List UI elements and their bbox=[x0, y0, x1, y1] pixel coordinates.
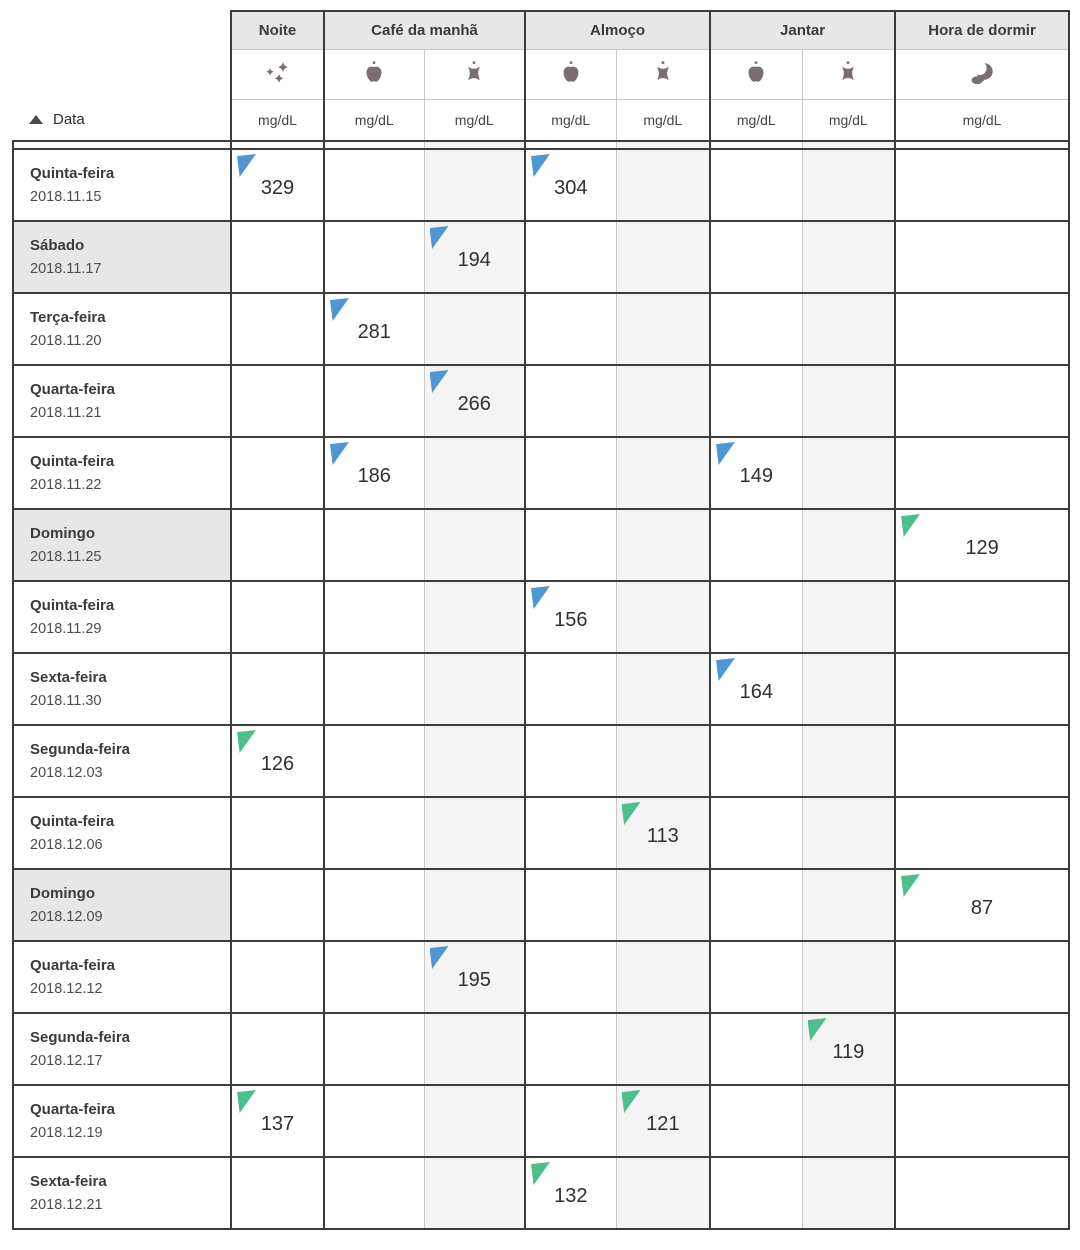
empty-cell bbox=[802, 797, 895, 869]
group-header-almoco: Almoço bbox=[525, 11, 710, 49]
empty-cell bbox=[324, 869, 424, 941]
sparkles-icon bbox=[231, 49, 324, 99]
empty-cell bbox=[616, 1013, 710, 1085]
empty-cell bbox=[324, 653, 424, 725]
date-cell bbox=[13, 149, 231, 221]
empty-cell bbox=[710, 293, 802, 365]
apple-core-icon bbox=[424, 49, 525, 99]
empty-cell bbox=[616, 725, 710, 797]
date-cell bbox=[13, 437, 231, 509]
day-label: Terça-feira bbox=[30, 309, 106, 326]
empty-cell bbox=[802, 581, 895, 653]
date-sort-header[interactable] bbox=[13, 99, 231, 141]
icon-header-row bbox=[13, 49, 1069, 99]
date-label: 2018.11.17 bbox=[30, 261, 102, 277]
date-cell bbox=[13, 293, 231, 365]
spacer-cell bbox=[525, 141, 616, 149]
empty-cell bbox=[525, 1085, 616, 1157]
empty-cell bbox=[802, 509, 895, 581]
day-label: Quarta-feira bbox=[30, 1101, 116, 1118]
glucose-cell[interactable] bbox=[231, 725, 324, 797]
date-cell bbox=[13, 725, 231, 797]
day-label: Quinta-feira bbox=[30, 813, 115, 830]
empty-cell bbox=[525, 293, 616, 365]
glucose-cell[interactable] bbox=[895, 869, 1069, 941]
empty-cell bbox=[802, 1157, 895, 1229]
moon-cloud-icon bbox=[895, 49, 1069, 99]
table-row bbox=[13, 725, 1069, 797]
empty-cell bbox=[231, 797, 324, 869]
empty-cell bbox=[710, 1013, 802, 1085]
day-label: Sexta-feira bbox=[30, 1173, 107, 1190]
date-label: 2018.12.19 bbox=[30, 1125, 103, 1141]
apple-core-icon bbox=[616, 49, 710, 99]
empty-cell bbox=[525, 797, 616, 869]
date-cell bbox=[13, 365, 231, 437]
marker-flag-icon bbox=[622, 1090, 641, 1113]
glucose-value: 164 bbox=[739, 680, 773, 703]
empty-cell bbox=[895, 797, 1069, 869]
empty-cell bbox=[424, 1013, 525, 1085]
empty-cell bbox=[895, 149, 1069, 221]
glucose-cell[interactable] bbox=[616, 797, 710, 869]
day-label: Quinta-feira bbox=[30, 453, 115, 470]
date-cell bbox=[13, 581, 231, 653]
date-header-label: Data bbox=[53, 111, 85, 128]
table-row bbox=[13, 941, 1069, 1013]
header-corner bbox=[13, 49, 231, 99]
empty-cell bbox=[231, 869, 324, 941]
glucose-cell[interactable] bbox=[525, 581, 616, 653]
glucose-cell[interactable] bbox=[895, 509, 1069, 581]
glucose-cell[interactable] bbox=[525, 1157, 616, 1229]
glucose-cell[interactable] bbox=[324, 293, 424, 365]
empty-cell bbox=[525, 221, 616, 293]
day-label: Sexta-feira bbox=[30, 669, 107, 686]
empty-cell bbox=[710, 581, 802, 653]
empty-cell bbox=[616, 581, 710, 653]
table-row bbox=[13, 509, 1069, 581]
empty-cell bbox=[324, 1085, 424, 1157]
day-label: Quinta-feira bbox=[30, 597, 115, 614]
empty-cell bbox=[324, 1013, 424, 1085]
glucose-cell[interactable] bbox=[616, 1085, 710, 1157]
unit-label: mg/dL bbox=[231, 99, 324, 141]
empty-cell bbox=[895, 437, 1069, 509]
date-label: 2018.12.17 bbox=[30, 1053, 103, 1069]
date-cell bbox=[13, 869, 231, 941]
glucose-value: 137 bbox=[260, 1112, 295, 1135]
empty-cell bbox=[802, 1085, 895, 1157]
empty-cell bbox=[424, 869, 525, 941]
table-row bbox=[13, 221, 1069, 293]
glucose-value: 129 bbox=[965, 536, 999, 559]
day-label: Quarta-feira bbox=[30, 381, 116, 398]
empty-cell bbox=[231, 365, 324, 437]
empty-cell bbox=[616, 941, 710, 1013]
table-row bbox=[13, 1013, 1069, 1085]
empty-cell bbox=[424, 725, 525, 797]
empty-cell bbox=[802, 365, 895, 437]
table-row bbox=[13, 149, 1069, 221]
diary-body bbox=[13, 149, 1069, 1229]
empty-cell bbox=[525, 941, 616, 1013]
date-label: 2018.11.21 bbox=[30, 405, 102, 421]
empty-cell bbox=[324, 797, 424, 869]
glucose-value: 149 bbox=[739, 464, 773, 487]
marker-flag-icon bbox=[531, 154, 550, 177]
marker-flag-icon bbox=[430, 946, 449, 969]
glucose-value: 304 bbox=[554, 176, 588, 199]
spacer-cell bbox=[231, 141, 324, 149]
marker-flag-icon bbox=[901, 514, 920, 537]
glucose-value: 87 bbox=[970, 896, 994, 919]
empty-cell bbox=[231, 1157, 324, 1229]
empty-cell bbox=[802, 941, 895, 1013]
table-row bbox=[13, 653, 1069, 725]
glucose-value: 132 bbox=[554, 1184, 588, 1207]
empty-cell bbox=[616, 1157, 710, 1229]
empty-cell bbox=[802, 293, 895, 365]
day-label: Quinta-feira bbox=[30, 165, 115, 182]
table-row bbox=[13, 365, 1069, 437]
day-label: Domingo bbox=[30, 885, 95, 902]
day-label: Segunda-feira bbox=[30, 1029, 131, 1046]
date-cell bbox=[13, 1157, 231, 1229]
date-cell bbox=[13, 1085, 231, 1157]
glucose-value: 194 bbox=[457, 248, 491, 271]
glucose-cell[interactable] bbox=[424, 365, 525, 437]
date-label: 2018.12.21 bbox=[30, 1197, 103, 1213]
table-row bbox=[13, 437, 1069, 509]
empty-cell bbox=[324, 1157, 424, 1229]
date-cell bbox=[13, 797, 231, 869]
unit-label: mg/dL bbox=[324, 99, 424, 141]
glucose-cell[interactable] bbox=[710, 653, 802, 725]
glucose-value: 156 bbox=[554, 608, 588, 631]
empty-cell bbox=[802, 437, 895, 509]
empty-cell bbox=[710, 797, 802, 869]
empty-cell bbox=[424, 581, 525, 653]
empty-cell bbox=[324, 365, 424, 437]
empty-cell bbox=[895, 221, 1069, 293]
date-cell bbox=[13, 1013, 231, 1085]
group-header-noite: Noite bbox=[231, 11, 324, 49]
unit-label: mg/dL bbox=[710, 99, 802, 141]
date-label: 2018.12.09 bbox=[30, 909, 103, 925]
empty-cell bbox=[802, 221, 895, 293]
empty-cell bbox=[424, 149, 525, 221]
empty-cell bbox=[424, 1157, 525, 1229]
date-label: 2018.12.12 bbox=[30, 981, 103, 997]
empty-cell bbox=[710, 1157, 802, 1229]
empty-cell bbox=[424, 509, 525, 581]
spacer-cell bbox=[13, 141, 231, 149]
spacer-cell bbox=[616, 141, 710, 149]
glucose-cell[interactable] bbox=[324, 437, 424, 509]
empty-cell bbox=[710, 941, 802, 1013]
empty-cell bbox=[802, 149, 895, 221]
empty-cell bbox=[231, 653, 324, 725]
date-label: 2018.11.22 bbox=[30, 477, 102, 493]
empty-cell bbox=[616, 653, 710, 725]
empty-cell bbox=[424, 437, 525, 509]
glucose-value: 126 bbox=[260, 752, 295, 775]
marker-flag-icon bbox=[330, 442, 349, 465]
empty-cell bbox=[525, 653, 616, 725]
empty-cell bbox=[231, 581, 324, 653]
empty-cell bbox=[616, 149, 710, 221]
empty-cell bbox=[231, 293, 324, 365]
date-cell bbox=[13, 509, 231, 581]
glucose-cell[interactable] bbox=[802, 1013, 895, 1085]
empty-cell bbox=[231, 1013, 324, 1085]
apple-icon bbox=[710, 49, 802, 99]
table-row bbox=[13, 293, 1069, 365]
empty-cell bbox=[895, 1013, 1069, 1085]
empty-cell bbox=[802, 653, 895, 725]
unit-label: mg/dL bbox=[525, 99, 616, 141]
empty-cell bbox=[324, 941, 424, 1013]
marker-flag-icon bbox=[531, 586, 550, 609]
spacer-cell bbox=[802, 141, 895, 149]
empty-cell bbox=[525, 869, 616, 941]
glucose-cell[interactable] bbox=[525, 149, 616, 221]
glucose-diary-table bbox=[12, 10, 1070, 1230]
date-label: 2018.12.03 bbox=[30, 765, 103, 781]
empty-cell bbox=[710, 869, 802, 941]
marker-flag-icon bbox=[531, 1162, 550, 1185]
marker-flag-icon bbox=[716, 658, 735, 681]
table-row bbox=[13, 1085, 1069, 1157]
group-header-cafe: Café da manhã bbox=[324, 11, 525, 49]
glucose-value: 121 bbox=[646, 1112, 680, 1135]
empty-cell bbox=[895, 365, 1069, 437]
marker-flag-icon bbox=[808, 1018, 827, 1041]
glucose-cell[interactable] bbox=[231, 1085, 324, 1157]
group-header-bedtime: Hora de dormir bbox=[895, 11, 1069, 49]
empty-cell bbox=[525, 365, 616, 437]
empty-cell bbox=[231, 221, 324, 293]
empty-cell bbox=[895, 653, 1069, 725]
empty-cell bbox=[895, 1157, 1069, 1229]
table-row bbox=[13, 869, 1069, 941]
apple-icon bbox=[525, 49, 616, 99]
empty-cell bbox=[525, 509, 616, 581]
empty-cell bbox=[616, 869, 710, 941]
day-label: Segunda-feira bbox=[30, 741, 131, 758]
empty-cell bbox=[710, 221, 802, 293]
empty-cell bbox=[616, 293, 710, 365]
table-row bbox=[13, 581, 1069, 653]
empty-cell bbox=[231, 437, 324, 509]
apple-core-icon bbox=[802, 49, 895, 99]
empty-cell bbox=[324, 581, 424, 653]
glucose-cell[interactable] bbox=[710, 437, 802, 509]
empty-cell bbox=[231, 941, 324, 1013]
empty-cell bbox=[324, 725, 424, 797]
group-header-row bbox=[13, 11, 1069, 49]
marker-flag-icon bbox=[237, 1090, 256, 1113]
spacer-row bbox=[13, 141, 1069, 149]
spacer-cell bbox=[324, 141, 424, 149]
marker-flag-icon bbox=[716, 442, 735, 465]
empty-cell bbox=[895, 1085, 1069, 1157]
marker-flag-icon bbox=[430, 226, 449, 249]
marker-flag-icon bbox=[622, 802, 641, 825]
spacer-cell bbox=[424, 141, 525, 149]
empty-cell bbox=[895, 581, 1069, 653]
marker-flag-icon bbox=[237, 154, 256, 177]
unit-label: mg/dL bbox=[424, 99, 525, 141]
sort-asc-icon bbox=[29, 115, 43, 124]
empty-cell bbox=[525, 437, 616, 509]
header-corner bbox=[13, 11, 231, 49]
date-label: 2018.11.30 bbox=[30, 693, 102, 709]
empty-cell bbox=[710, 149, 802, 221]
empty-cell bbox=[616, 221, 710, 293]
empty-cell bbox=[525, 725, 616, 797]
glucose-value: 281 bbox=[357, 320, 391, 343]
unit-label: mg/dL bbox=[895, 99, 1069, 141]
glucose-value: 195 bbox=[457, 968, 491, 991]
glucose-cell[interactable] bbox=[424, 221, 525, 293]
empty-cell bbox=[616, 437, 710, 509]
date-cell bbox=[13, 653, 231, 725]
day-label: Quarta-feira bbox=[30, 957, 116, 974]
empty-cell bbox=[895, 725, 1069, 797]
unit-label: mg/dL bbox=[616, 99, 710, 141]
date-label: 2018.11.15 bbox=[30, 189, 102, 205]
empty-cell bbox=[424, 1085, 525, 1157]
empty-cell bbox=[895, 941, 1069, 1013]
empty-cell bbox=[324, 149, 424, 221]
glucose-value: 266 bbox=[457, 392, 491, 415]
day-label: Domingo bbox=[30, 525, 95, 542]
empty-cell bbox=[424, 293, 525, 365]
empty-cell bbox=[710, 365, 802, 437]
marker-flag-icon bbox=[330, 298, 349, 321]
empty-cell bbox=[802, 869, 895, 941]
date-cell bbox=[13, 221, 231, 293]
spacer-cell bbox=[895, 141, 1069, 149]
unit-label: mg/dL bbox=[802, 99, 895, 141]
empty-cell bbox=[895, 293, 1069, 365]
empty-cell bbox=[231, 509, 324, 581]
empty-cell bbox=[710, 509, 802, 581]
date-label: 2018.12.06 bbox=[30, 837, 103, 853]
empty-cell bbox=[324, 221, 424, 293]
spacer-cell bbox=[710, 141, 802, 149]
empty-cell bbox=[424, 797, 525, 869]
table-row bbox=[13, 797, 1069, 869]
empty-cell bbox=[710, 1085, 802, 1157]
group-header-jantar: Jantar bbox=[710, 11, 895, 49]
empty-cell bbox=[525, 1013, 616, 1085]
empty-cell bbox=[616, 365, 710, 437]
glucose-cell[interactable] bbox=[424, 941, 525, 1013]
table-row bbox=[13, 1157, 1069, 1229]
empty-cell bbox=[324, 509, 424, 581]
glucose-cell[interactable] bbox=[231, 149, 324, 221]
empty-cell bbox=[802, 725, 895, 797]
marker-flag-icon bbox=[430, 370, 449, 393]
empty-cell bbox=[616, 509, 710, 581]
marker-flag-icon bbox=[901, 874, 920, 897]
marker-flag-icon bbox=[237, 730, 256, 753]
glucose-value: 119 bbox=[832, 1040, 865, 1063]
glucose-value: 186 bbox=[357, 464, 391, 487]
empty-cell bbox=[710, 725, 802, 797]
date-cell bbox=[13, 941, 231, 1013]
empty-cell bbox=[424, 653, 525, 725]
apple-icon bbox=[324, 49, 424, 99]
glucose-value: 329 bbox=[260, 176, 295, 199]
date-label: 2018.11.29 bbox=[30, 621, 102, 637]
glucose-value: 113 bbox=[646, 824, 679, 847]
unit-header-row bbox=[13, 99, 1069, 141]
day-label: Sábado bbox=[30, 237, 85, 254]
date-label: 2018.11.25 bbox=[30, 549, 102, 565]
date-label: 2018.11.20 bbox=[30, 333, 102, 349]
